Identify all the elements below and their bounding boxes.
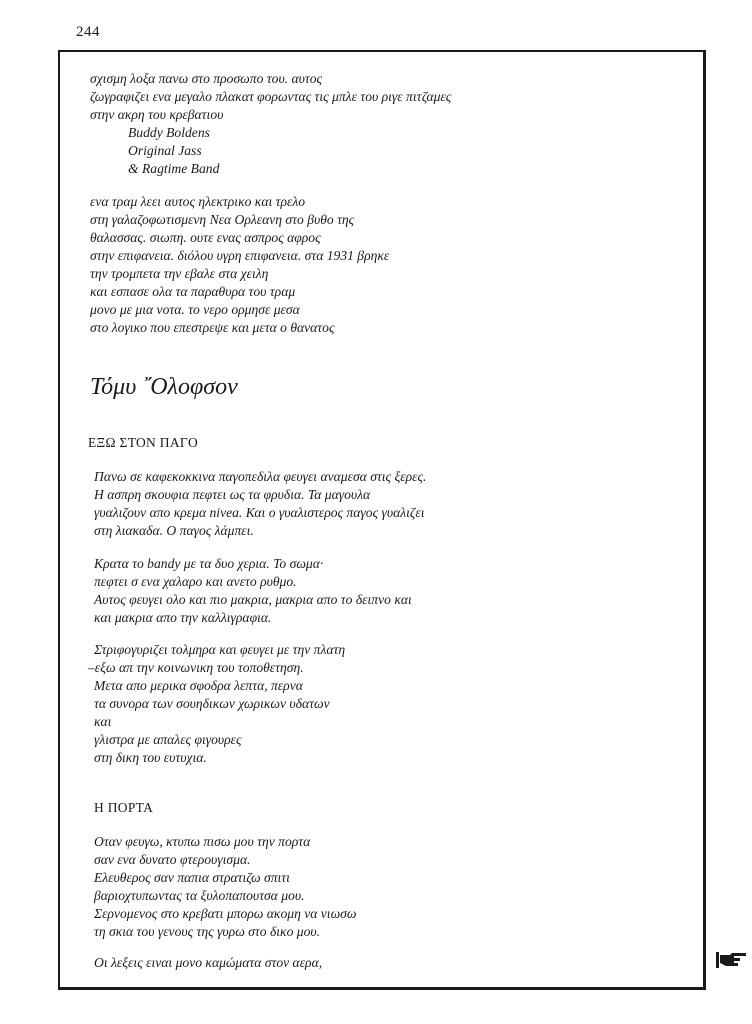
poem-line: στην ακρη του κρεβατιου: [90, 107, 224, 122]
pointing-hand-icon: [716, 950, 750, 970]
poem-line: στη γαλαζοφωτισμενη Νεα Ορλεανη στο βυθο της: [90, 212, 355, 227]
poem-line: Οταν φευγω, κτυπω πισω μου την πορτα: [94, 834, 311, 849]
author-heading: Τόμυ ῎Ολοφσον: [90, 374, 238, 400]
poem-line: Μετα απο μερικα σφοδρα λεπτα, περνα: [94, 678, 303, 693]
poem-line: Buddy Boldens: [128, 125, 210, 140]
poem-line: Ελευθερος σαν παπια στρατιζω σπιτι: [94, 870, 290, 885]
poem-line: στη λιακαδα. Ο παγος λάμπει.: [94, 523, 254, 538]
poem-line: πεφτει σ ενα χαλαρο και ανετο ρυθμο.: [94, 574, 297, 589]
poem-line: & Ragtime Band: [128, 161, 220, 176]
poem-line: στη δικη του ευτυχια.: [94, 750, 207, 765]
poem-line: σαν ενα δυνατο φτερουγισμα.: [94, 852, 251, 867]
poem-line: θαλασσας. σιωπη. ουτε ενας ασπρος αφρος: [90, 230, 321, 245]
poem-line: τα συνορα των σουηδικων χωρικων υδατων: [94, 696, 330, 711]
poem-line: Πανω σε καφεκοκκινα παγοπεδιλα φευγει αναμεσα στις ξερες.: [94, 469, 427, 484]
poem-line: Original Jass: [128, 143, 202, 158]
poem-line: Οι λεξεις ειναι μονο καμώματα στον αερα,: [94, 955, 323, 970]
poem-line: μονο με μια νοτα. το νερο ορμησε μεσα: [90, 302, 300, 317]
poem-line: βαριοχτυπωντας τα ξυλοπαπουτσα μου.: [94, 888, 305, 903]
poem-line: στην επιφανεια. διόλου υγρη επιφανεια. στα 1931 βρηκε: [90, 248, 390, 263]
poem-line: Η ασπρη σκουφια πεφτει ως τα φρυδια. Τα μαγουλα: [94, 487, 371, 502]
poem-line: Σερνομενος στο κρεβατι μπορω ακομη να νιωσω: [94, 906, 357, 921]
poem-line: γυαλιζουν απο κρεμα nivea. Και ο γυαλιστερος παγος γυαλιζει: [94, 505, 425, 520]
poem-line: Κρατα το bandy με τα δυο χερια. Το σωμα·: [94, 556, 324, 571]
poem-line: στο λογικο που επεστρεψε και μετα ο θανατος: [90, 320, 335, 335]
poem-line: ενα τραμ λεει αυτος ηλεκτρικο και τρελο: [90, 194, 306, 209]
poem-line: γλιστρα με απαλες φιγουρες: [94, 732, 242, 747]
poem-line: Στριφογυριζει τολμηρα και φευγει με την πλατη: [94, 642, 346, 657]
poem-line: ζωγραφιζει ενα μεγαλο πλακατ φορωντας τις μπλε του ριγε πιτζαμες: [90, 89, 452, 104]
page-number: 244: [76, 24, 100, 40]
poem-line: και μακρια απο την καλλιγραφια.: [94, 610, 272, 625]
poem-title: ΕΞΩ ΣΤΟΝ ΠΑΓΟ: [88, 435, 199, 450]
poem-line: και εσπασε ολα τα παραθυρα του τραμ: [90, 284, 296, 299]
poem-title: Η ΠΟΡΤΑ: [94, 800, 154, 815]
poem-line: την τρομπετα την εβαλε στα χειλη: [90, 266, 269, 281]
poem-line: τη σκια του γενους της γυρω στο δικο μου.: [94, 924, 321, 939]
poem-line: και: [94, 714, 112, 729]
poem-line: σχισμη λοξα πανω στο προσωπο του. αυτος: [90, 71, 323, 86]
poem-line: –εξω απ την κοινωνικη του τοποθετηση.: [88, 660, 304, 675]
poem-line: Αυτος φευγει ολο και πιο μακρια, μακρια απο το δειπνο και: [94, 592, 412, 607]
